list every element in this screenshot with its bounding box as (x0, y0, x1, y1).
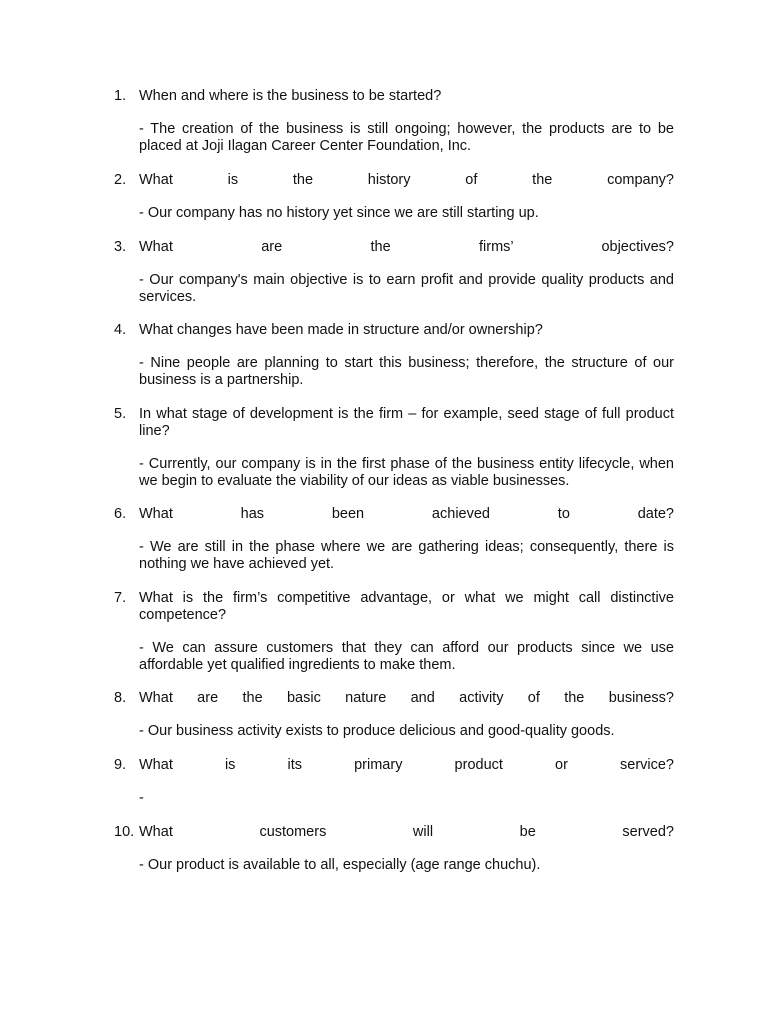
question-text: What are the basic nature and activity of the business? (139, 690, 674, 706)
answer-text: - We can assure customers that they can afford our products since we use affordable yet qualified ingredients to make them. (139, 640, 674, 673)
item-number: 8. (114, 690, 127, 706)
question-text: What are the firms’ objectives? (139, 239, 674, 255)
answer-text: - We are still in the phase where we are gathering ideas; consequently, there is nothing we have achieved yet. (139, 539, 674, 572)
question-text: What has been achieved to date? (139, 506, 674, 522)
answer-text: - Our product is available to all, especially (age range chuchu). (139, 857, 541, 873)
item-number: 7. (114, 590, 127, 606)
item-number: 6. (114, 506, 127, 522)
item-number: 4. (114, 322, 127, 338)
question-text: What is the firm’s competitive advantage, or what we might call distinctive competence? (139, 590, 674, 623)
question-text: What is its primary product or service? (139, 757, 674, 773)
item-number: 1. (114, 88, 127, 104)
question-text: In what stage of development is the firm – for example, seed stage of full product line? (139, 406, 674, 439)
answer-text: - Our business activity exists to produce delicious and good-quality goods. (139, 723, 615, 739)
answer-text: - The creation of the business is still ongoing; however, the products are to be placed at Joji Ilagan Career Center Foundation, Inc. (139, 121, 674, 154)
item-number: 3. (114, 239, 127, 255)
item-number: 2. (114, 172, 127, 188)
answer-text: - Our company has no history yet since we are still starting up. (139, 205, 539, 221)
question-text: What changes have been made in structure and/or ownership? (139, 322, 543, 338)
answer-text: - Currently, our company is in the first phase of the business entity lifecycle, when we begin to evaluate the viability of our ideas as viable businesses. (139, 456, 674, 489)
answer-text: - Nine people are planning to start this business; therefore, the structure of our business is a partnership. (139, 355, 674, 388)
answer-text: - Our company's main objective is to earn profit and provide quality products and services. (139, 272, 674, 305)
item-number: 9. (114, 757, 127, 773)
question-text: What customers will be served? (139, 824, 674, 840)
item-number: 10. (114, 824, 135, 840)
question-text: When and where is the business to be started? (139, 88, 442, 104)
answer-text: - (139, 790, 144, 806)
item-number: 5. (114, 406, 127, 422)
question-text: What is the history of the company? (139, 172, 674, 188)
